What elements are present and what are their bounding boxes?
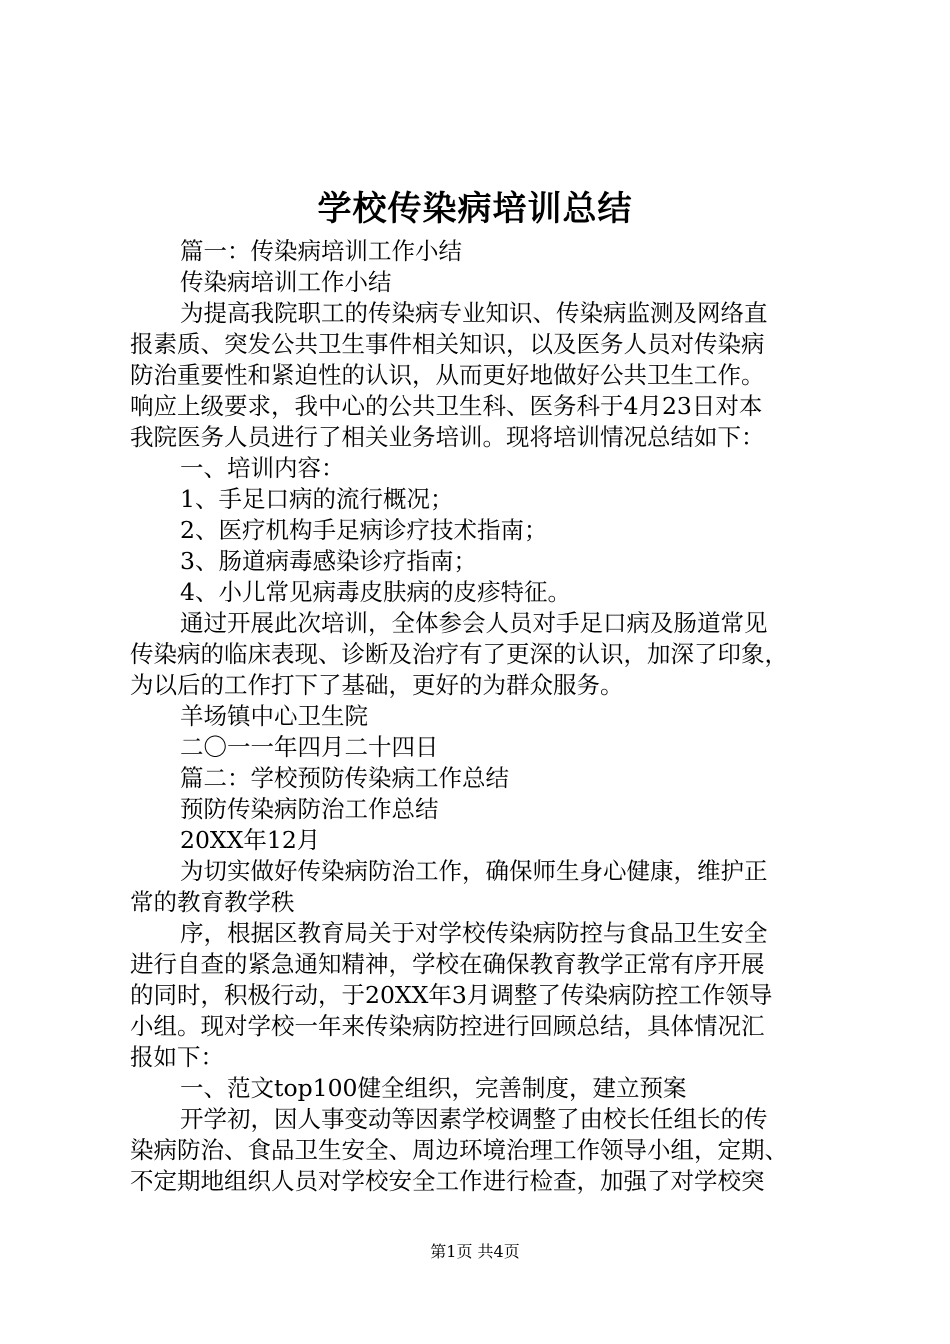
text-line: 1、手足口病的流行概况；	[180, 485, 454, 513]
text-line: 2、医疗机构手足病诊疗技术指南；	[180, 516, 548, 544]
text-line: 一、培训内容：	[180, 454, 345, 482]
text-line: 响应上级要求，我中心的公共卫生科、医务科于4月23日对本	[130, 392, 763, 420]
text-line: 20XX年12月	[180, 826, 321, 854]
text-line: 篇二：学校预防传染病工作总结	[180, 764, 509, 792]
text-line: 篇一：传染病培训工作小结	[180, 237, 462, 265]
text-line: 染病防治、食品卫生安全、周边环境治理工作领导小组，定期、	[130, 1136, 788, 1164]
text-line: 为以后的工作打下了基础，更好的为群众服务。	[130, 671, 624, 699]
text-line: 不定期地组织人员对学校安全工作进行检查，加强了对学校突	[130, 1167, 765, 1195]
page-footer: 第1页 共4页	[430, 1242, 520, 1261]
text-line: 传染病的临床表现、诊断及治疗有了更深的认识，加深了印象，	[130, 640, 788, 668]
text-line: 报如下：	[130, 1043, 224, 1071]
text-line: 二〇一一年四月二十四日	[180, 733, 439, 761]
text-line: 预防传染病防治工作总结	[180, 795, 439, 823]
document-title: 学校传染病培训总结	[317, 189, 633, 229]
text-line: 防治重要性和紧迫性的认识，从而更好地做好公共卫生工作。	[130, 361, 765, 389]
text-line: 开学初，因人事变动等因素学校调整了由校长任组长的传	[180, 1105, 768, 1133]
text-line: 为提高我院职工的传染病专业知识、传染病监测及网络直	[180, 299, 768, 327]
text-line: 为切实做好传染病防治工作，确保师生身心健康，维护正	[180, 857, 768, 885]
text-line: 通过开展此次培训，全体参会人员对手足口病及肠道常见	[180, 609, 768, 637]
text-line: 序，根据区教育局关于对学校传染病防控与食品卫生安全	[180, 919, 768, 947]
text-line: 的同时，积极行动，于20XX年3月调整了传染病防控工作领导	[130, 981, 773, 1009]
text-line: 小组。现对学校一年来传染病防控进行回顾总结，具体情况汇	[130, 1012, 765, 1040]
text-line: 4、小儿常见病毒皮肤病的皮疹特征。	[180, 578, 571, 606]
text-line: 传染病培训工作小结	[180, 268, 392, 296]
text-line: 我院医务人员进行了相关业务培训。现将培训情况总结如下：	[130, 423, 765, 451]
text-line: 羊场镇中心卫生院	[180, 702, 368, 730]
text-line: 3、肠道病毒感染诊疗指南；	[180, 547, 477, 575]
text-line: 常的教育教学秩	[130, 888, 295, 916]
document-body	[130, 236, 826, 1197]
text-line: 进行自查的紧急通知精神，学校在确保教育教学正常有序开展	[130, 950, 765, 978]
text-line: 一、范文top100健全组织，完善制度，建立预案	[180, 1074, 687, 1102]
text-line: 报素质、突发公共卫生事件相关知识，以及医务人员对传染病	[130, 330, 765, 358]
